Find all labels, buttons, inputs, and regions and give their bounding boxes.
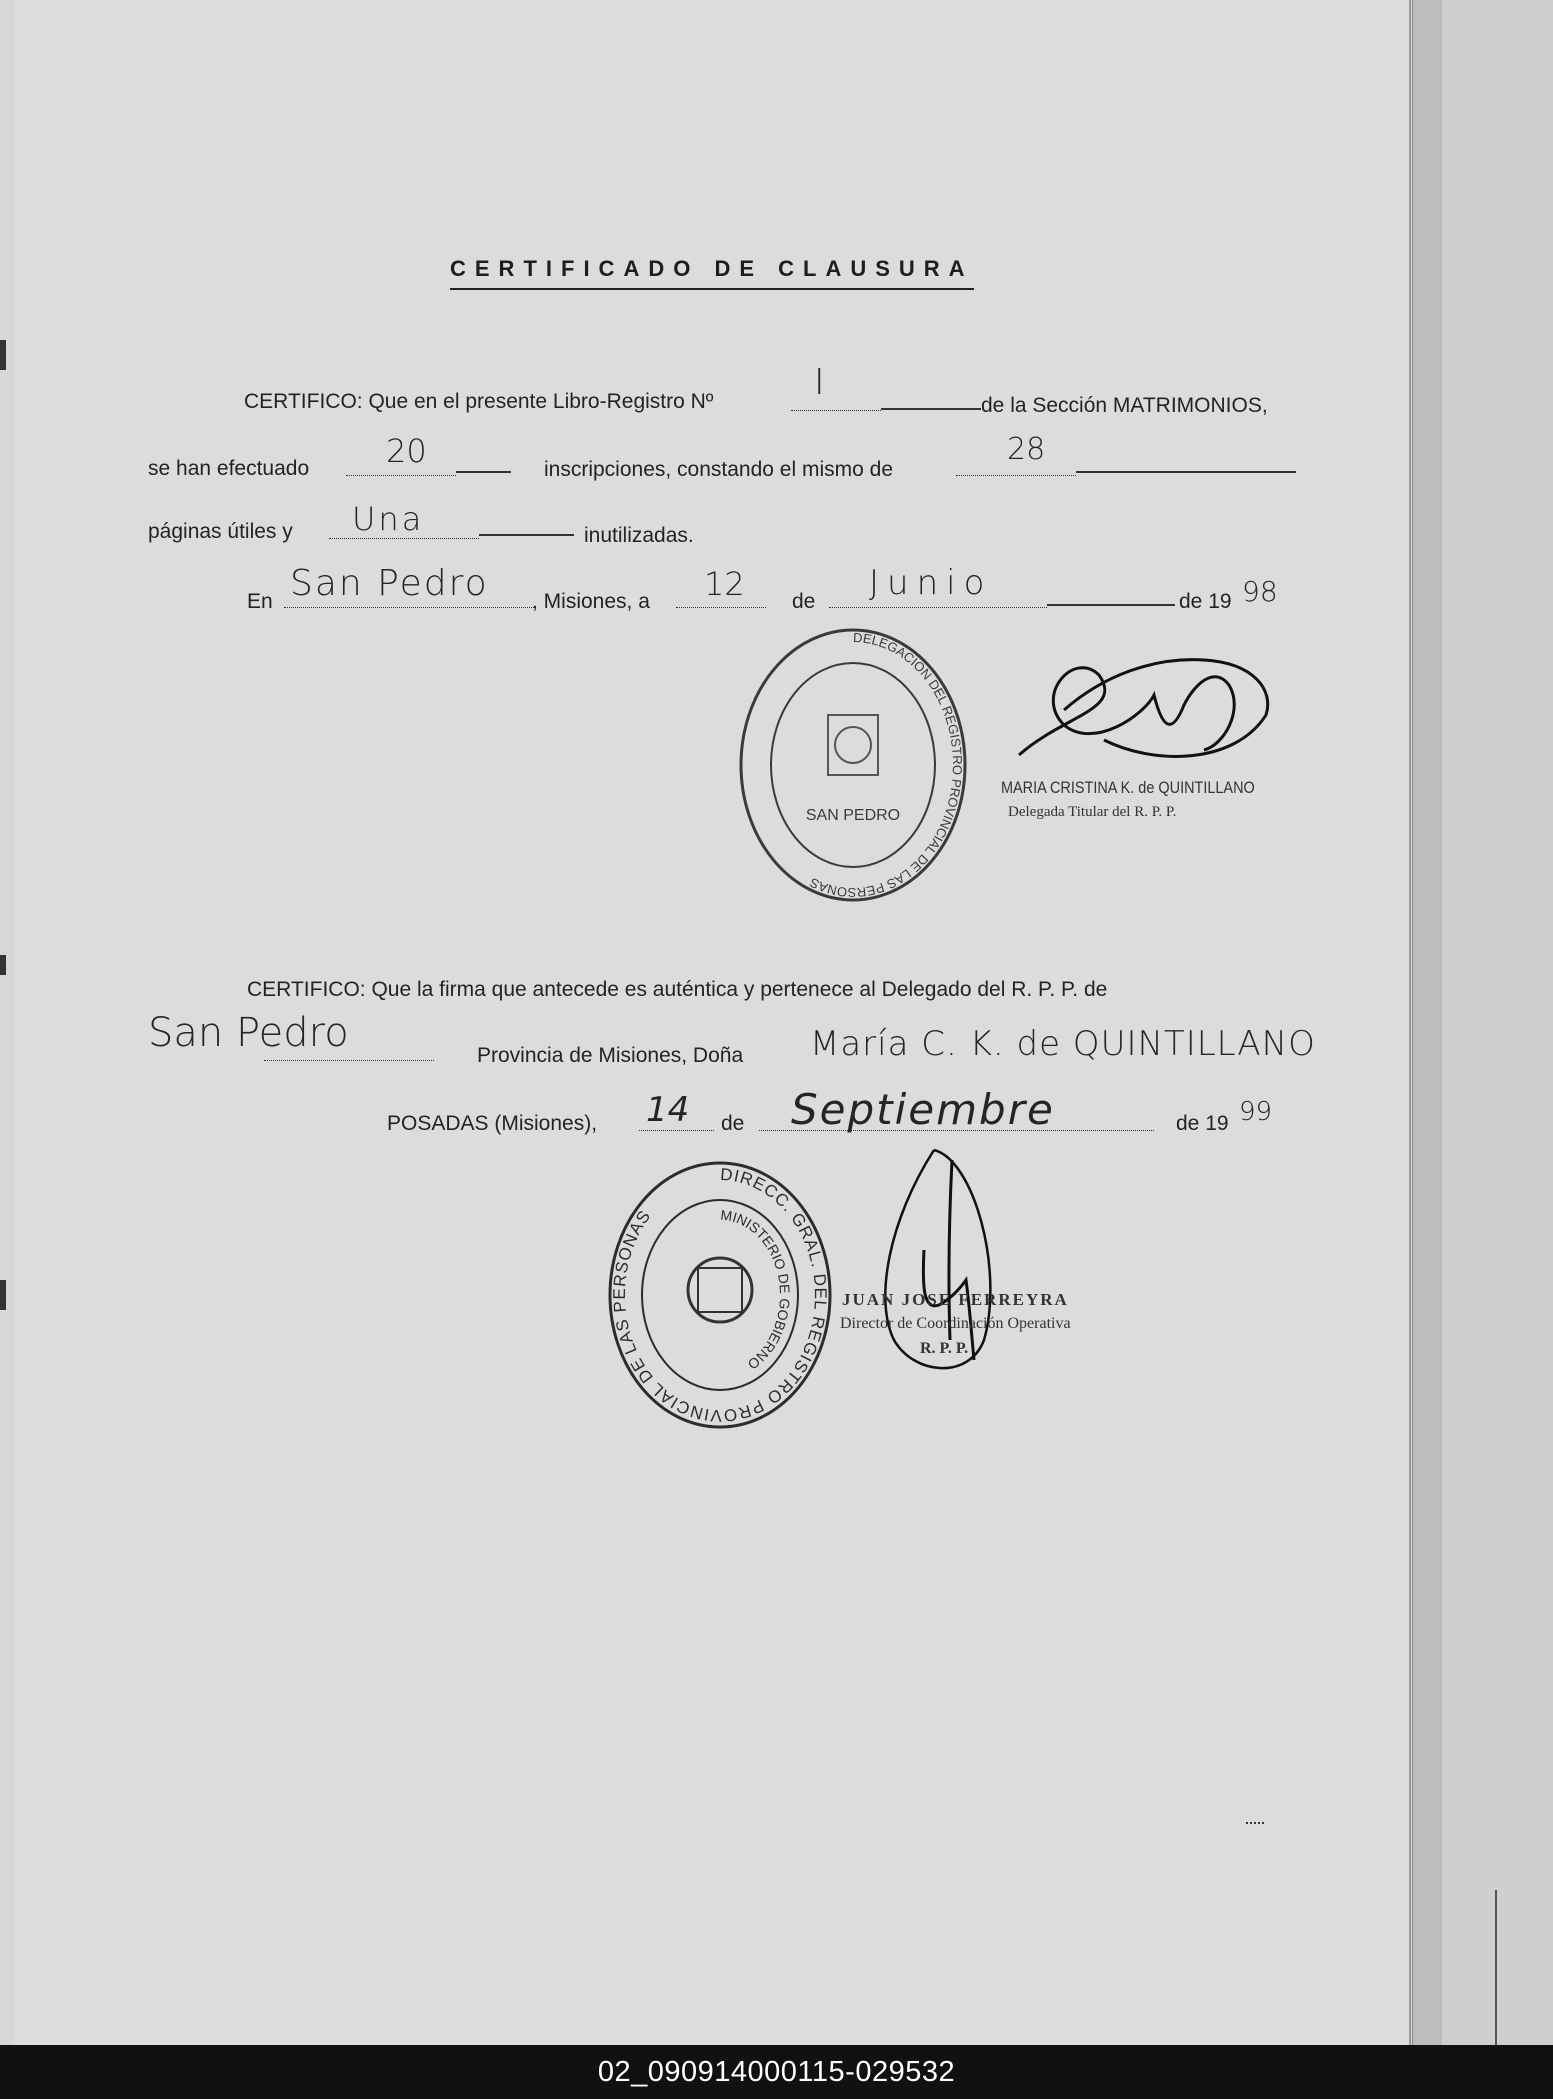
useful-pages: 28 <box>1007 432 1046 467</box>
city-prefix: POSADAS (Misiones), <box>387 1112 598 1135</box>
fill-line <box>791 410 881 411</box>
stamp-ring-text: DELEGACION DEL REGISTRO PROVINCIAL DE LAS PERSONAS <box>807 629 966 901</box>
cert1-line3-prefix: páginas útiles y <box>148 520 293 543</box>
de-text: de <box>792 590 816 613</box>
signatory-1-name: MARIA CRISTINA K. de QUINTILLANO <box>1001 778 1255 797</box>
svg-text:DELEGACION DEL REGISTRO PROVIN <box>807 630 965 900</box>
year-prefix-2: de 19 <box>1176 1112 1229 1135</box>
scan-mark <box>0 955 6 975</box>
fill-line <box>639 1130 714 1131</box>
fill-line <box>329 538 479 539</box>
certificate-sheet <box>14 0 1411 2045</box>
day-2: 14 <box>646 1090 690 1130</box>
day-1: 12 <box>704 565 745 603</box>
cert1-line2-mid: inscripciones, constando el mismo de <box>544 458 894 481</box>
cert2-line1: CERTIFICO: Que la firma que antecede es auténtica y pertenece al Delegado del R. P. P. de <box>247 978 1108 1001</box>
place-prefix: En <box>247 590 273 613</box>
book-number: I <box>814 362 825 403</box>
underline <box>1047 604 1175 606</box>
de-text-2: de <box>721 1112 745 1135</box>
fill-line <box>346 475 456 476</box>
svg-text:MINISTERIO DE GOBIERNO <box>720 1207 793 1373</box>
fill-line <box>956 475 1076 476</box>
cert1-line1-prefix: CERTIFICO: Que en el presente Libro-Registro Nº <box>244 390 714 413</box>
void-pages: Una <box>352 500 425 538</box>
province-text: , Misiones, a <box>532 590 650 613</box>
fill-line <box>284 607 534 608</box>
ink-mark <box>1246 1822 1264 1828</box>
underline <box>1076 471 1296 473</box>
month-2: Septiembre <box>791 1085 1055 1134</box>
document-title: CERTIFICADO DE CLAUSURA <box>450 256 974 290</box>
fill-line <box>676 607 766 608</box>
year-2: 99 <box>1239 1097 1273 1127</box>
signatory-2-name: JUAN JOSE FERREYRA <box>842 1290 1069 1309</box>
cert2-line2-mid: Provincia de Misiones, Doña <box>477 1044 744 1067</box>
scan-mark <box>0 340 6 370</box>
inscriptions-count: 20 <box>386 432 427 470</box>
place-handwritten: San Pedro <box>290 563 489 604</box>
stamp-2-ring-text: DIRECC. GRAL. DEL REGISTRO PROVINCIAL DE LAS PERSONAS <box>609 1164 830 1426</box>
book-edge <box>1442 0 1553 2045</box>
registry-stamp-1 <box>728 620 978 910</box>
year-1: 98 <box>1242 575 1278 608</box>
signatory-2-role: Director de Coordinación Operativa <box>840 1315 1071 1332</box>
scan-mark <box>0 1280 6 1310</box>
cert1-line1-suffix: de la Sección MATRIMONIOS, <box>981 394 1268 417</box>
cert1-line2-prefix: se han efectuado <box>148 457 310 480</box>
underline <box>479 534 574 536</box>
page-edge <box>1412 0 1445 2045</box>
stamp-center-text: SAN PEDRO <box>805 807 901 824</box>
year-prefix-1: de 19 <box>1179 590 1232 613</box>
signatory-2-org: R. P. P. <box>920 1340 969 1357</box>
fill-line <box>829 607 1047 608</box>
document-id-footer: 02_090914000115-029532 <box>0 2045 1553 2099</box>
month-1: Junio <box>869 563 993 603</box>
registry-stamp-2 <box>600 1150 840 1440</box>
fill-line <box>264 1060 434 1061</box>
stamp-2-inner-text: MINISTERIO DE GOBIERNO <box>719 1206 794 1373</box>
underline <box>456 471 511 473</box>
person-name-handwritten: María C. K. de QUINTILLANO <box>810 1024 1316 1064</box>
underline <box>881 408 981 410</box>
signatory-1-role: Delegada Titular del R. P. P. <box>1008 804 1177 820</box>
cert1-line3-suffix: inutilizadas. <box>584 524 694 547</box>
edge-line <box>1495 1890 1497 2045</box>
place-2-handwritten: San Pedro <box>148 1010 349 1056</box>
